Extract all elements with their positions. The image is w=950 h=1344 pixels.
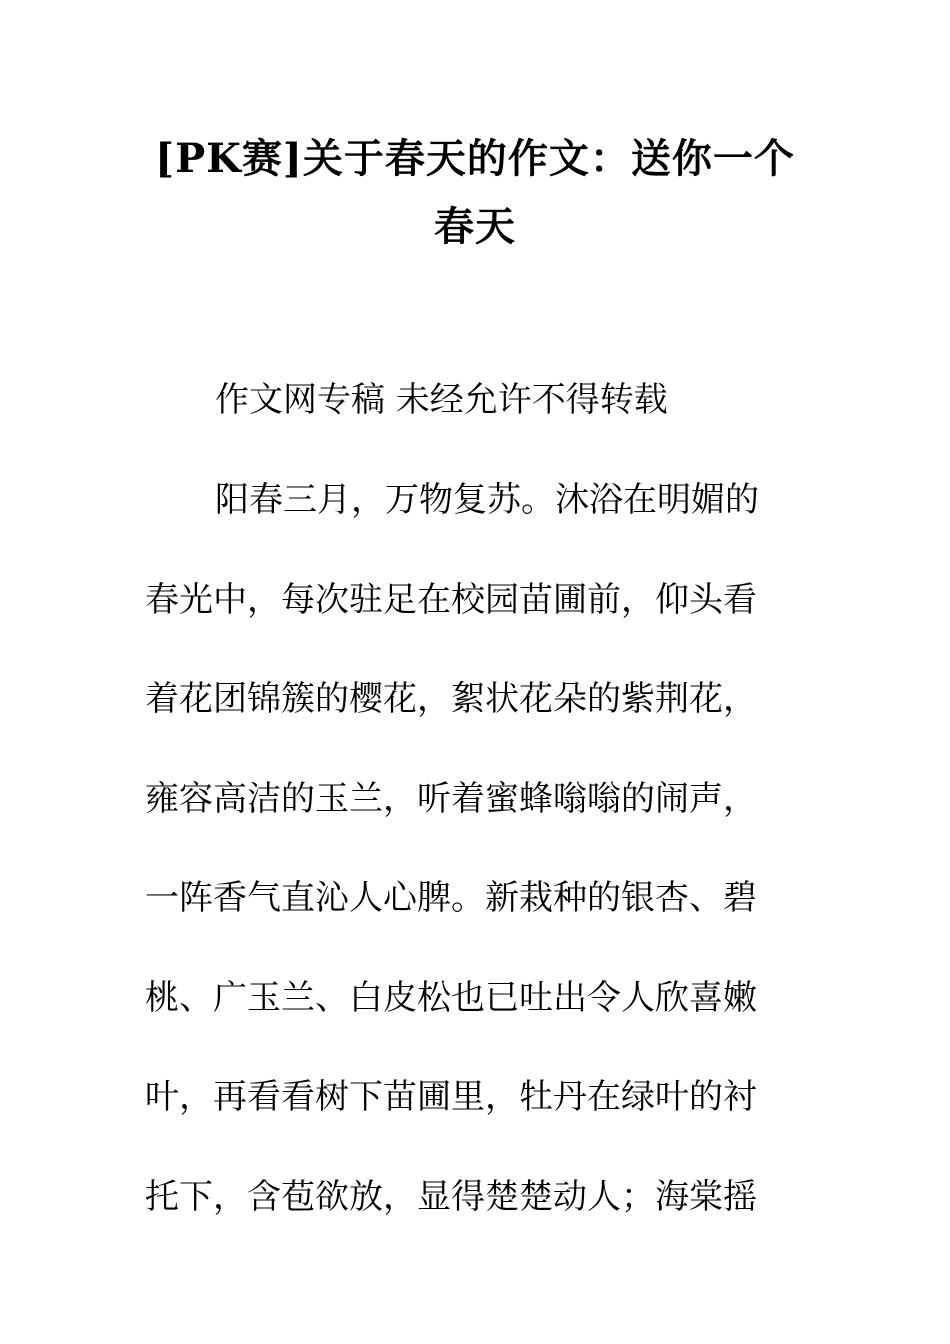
paragraph-line: 桃、广玉兰、白皮松也已吐出令人欣喜嫩 — [145, 977, 757, 1018]
copyright-notice: 作文网专稿 未经允许不得转载 — [215, 380, 668, 420]
paragraph-line: 叶，再看看树下苗圃里，牡丹在绿叶的衬 — [145, 1077, 757, 1117]
paragraph-line: 雍容高洁的玉兰，听着蜜蜂嗡嗡的闹声， — [145, 778, 757, 819]
paragraph-line: 春光中，每次驻足在校园苗圃前，仰头看 — [145, 579, 757, 620]
title-line-1: [PK赛]关于春天的作文：送你一个 — [155, 135, 795, 182]
paragraph-line: 阳春三月，万物复苏。沐浴在明媚的 — [215, 480, 759, 520]
paragraph-line: 一阵香气直沁人心脾。新栽种的银杏、碧 — [145, 878, 757, 918]
title-line-2: 春天 — [434, 203, 516, 250]
essay-paragraph — [145, 474, 785, 1270]
paragraph-line: 托下，含苞欲放，显得楚楚动人；海棠摇 — [145, 1176, 757, 1217]
page-title — [145, 125, 805, 261]
paragraph-line: 着花团锦簇的樱花，絮状花朵的紫荆花， — [145, 679, 757, 719]
